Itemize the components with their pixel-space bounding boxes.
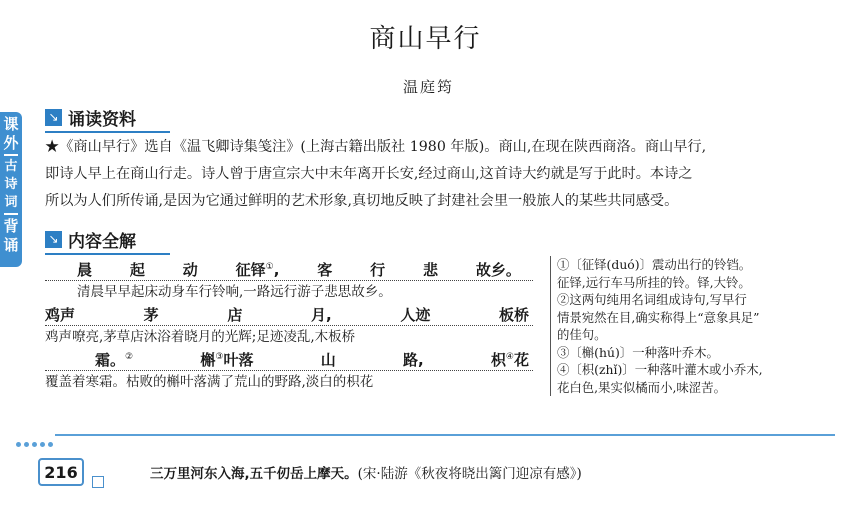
section-heading-content-explained (45, 228, 136, 250)
poem-word: 悲 (423, 261, 439, 279)
poem-author: 温庭筠 (402, 78, 454, 96)
poem-word: 路, (402, 351, 424, 369)
note-line: 征铎,远行车马所挂的铃。铎,大铃。 (557, 274, 751, 290)
note-line: 的佳句。 (557, 327, 607, 342)
poem-word: 动 (182, 261, 198, 279)
paragraph-line: 所以为人们所传诵,是因为它通过鲜明的艺术形象,真切地反映了封建社会里一般旅人的某些共同感受。 (45, 193, 679, 209)
note-line: 花白色,果实似橘而小,味涩苦。 (557, 379, 726, 395)
section-underline (45, 253, 170, 255)
section-heading-reading-material (45, 106, 136, 128)
poem-word: 板桥 (498, 306, 529, 324)
side-tab-extracurricular-poetry (0, 112, 22, 267)
note-line: ④〔枳(zhǐ)〕一种落叶灌木或小乔木, (557, 362, 763, 377)
page-number: 216 (38, 458, 84, 486)
section-underline (45, 131, 170, 133)
section-label: 内容全解 (68, 231, 136, 252)
side-tab-char: 背 (3, 217, 19, 235)
poem-word: 征铎①, (235, 261, 280, 279)
poem-word: 故乡。 (475, 261, 521, 279)
poem-word: 枳④花 (490, 351, 529, 369)
poem-word: 起 (129, 261, 145, 279)
poem-line (45, 348, 533, 370)
poem-title: 商山早行 (369, 24, 482, 54)
footer-divider (55, 434, 835, 436)
poem-word: 行 (370, 261, 386, 279)
poem-word: 客 (317, 261, 333, 279)
page-corner-box (92, 476, 104, 488)
side-tab-char: 课 (3, 115, 19, 133)
poem-word: 人迹 (400, 306, 431, 324)
side-tab-char: 诵 (3, 236, 19, 254)
poem-line (45, 258, 533, 280)
poem-word: 鸡声 (45, 306, 76, 324)
arrow-icon: ↘ (45, 231, 62, 248)
translation-line: 覆盖着寒霜。枯败的槲叶落满了荒山的野路,淡白的枳花 (45, 370, 533, 393)
side-tab-divider (4, 213, 18, 215)
translation-line: 清晨早早起床动身车行铃响,一路远行游子悲思故乡。 (45, 280, 533, 303)
note-line: ②这两句纯用名词组成诗句,写早行 (557, 292, 747, 307)
paragraph-line: ★《商山早行》选自《温飞卿诗集笺注》(上海古籍出版社 1980 年版)。商山,在现在陕西商洛。商山早行, (45, 139, 707, 155)
poem-word: 霜。② (95, 351, 134, 369)
poem-word: 店 (227, 306, 243, 324)
poem-translation-block (45, 258, 533, 393)
side-tab-divider (4, 154, 18, 156)
reading-material-paragraph (45, 134, 820, 215)
side-tab-char: 古 (4, 159, 18, 174)
poem-word: 槲③叶落 (200, 351, 254, 369)
section-label: 诵读资料 (68, 109, 136, 130)
poem-line (45, 303, 533, 325)
side-tab-char: 词 (4, 195, 18, 210)
note-line: 情景宛然在目,确实称得上“意象具足” (557, 309, 760, 325)
footer-quote (150, 462, 582, 482)
note-line: ①〔征铎(duó)〕震动出行的铃铛。 (557, 257, 752, 272)
footer-dots (16, 432, 56, 451)
paragraph-line: 即诗人早上在商山行走。诗人曾于唐宣宗大中末年离开长安,经过商山,这首诗大约就是写于此时。本诗之 (45, 166, 693, 182)
note-line: ③〔槲(hú)〕一种落叶乔木。 (557, 344, 719, 360)
quote-text: 三万里河东入海,五千仞岳上摩天。 (150, 466, 358, 482)
poem-word: 晨 (77, 261, 93, 279)
side-tab-char: 诗 (4, 177, 18, 192)
translation-line: 鸡声嘹亮,茅草店沐浴着晓月的光辉;足迹凌乱,木板桥 (45, 325, 533, 348)
annotation-notes (550, 256, 822, 396)
quote-source: (宋·陆游《秋夜将晓出篱门迎凉有感》) (357, 466, 582, 482)
poem-word: 茅 (143, 306, 159, 324)
side-tab-char: 外 (3, 134, 19, 152)
poem-word: 山 (320, 351, 336, 369)
arrow-icon: ↘ (45, 109, 62, 126)
poem-word: 月, (310, 306, 332, 324)
